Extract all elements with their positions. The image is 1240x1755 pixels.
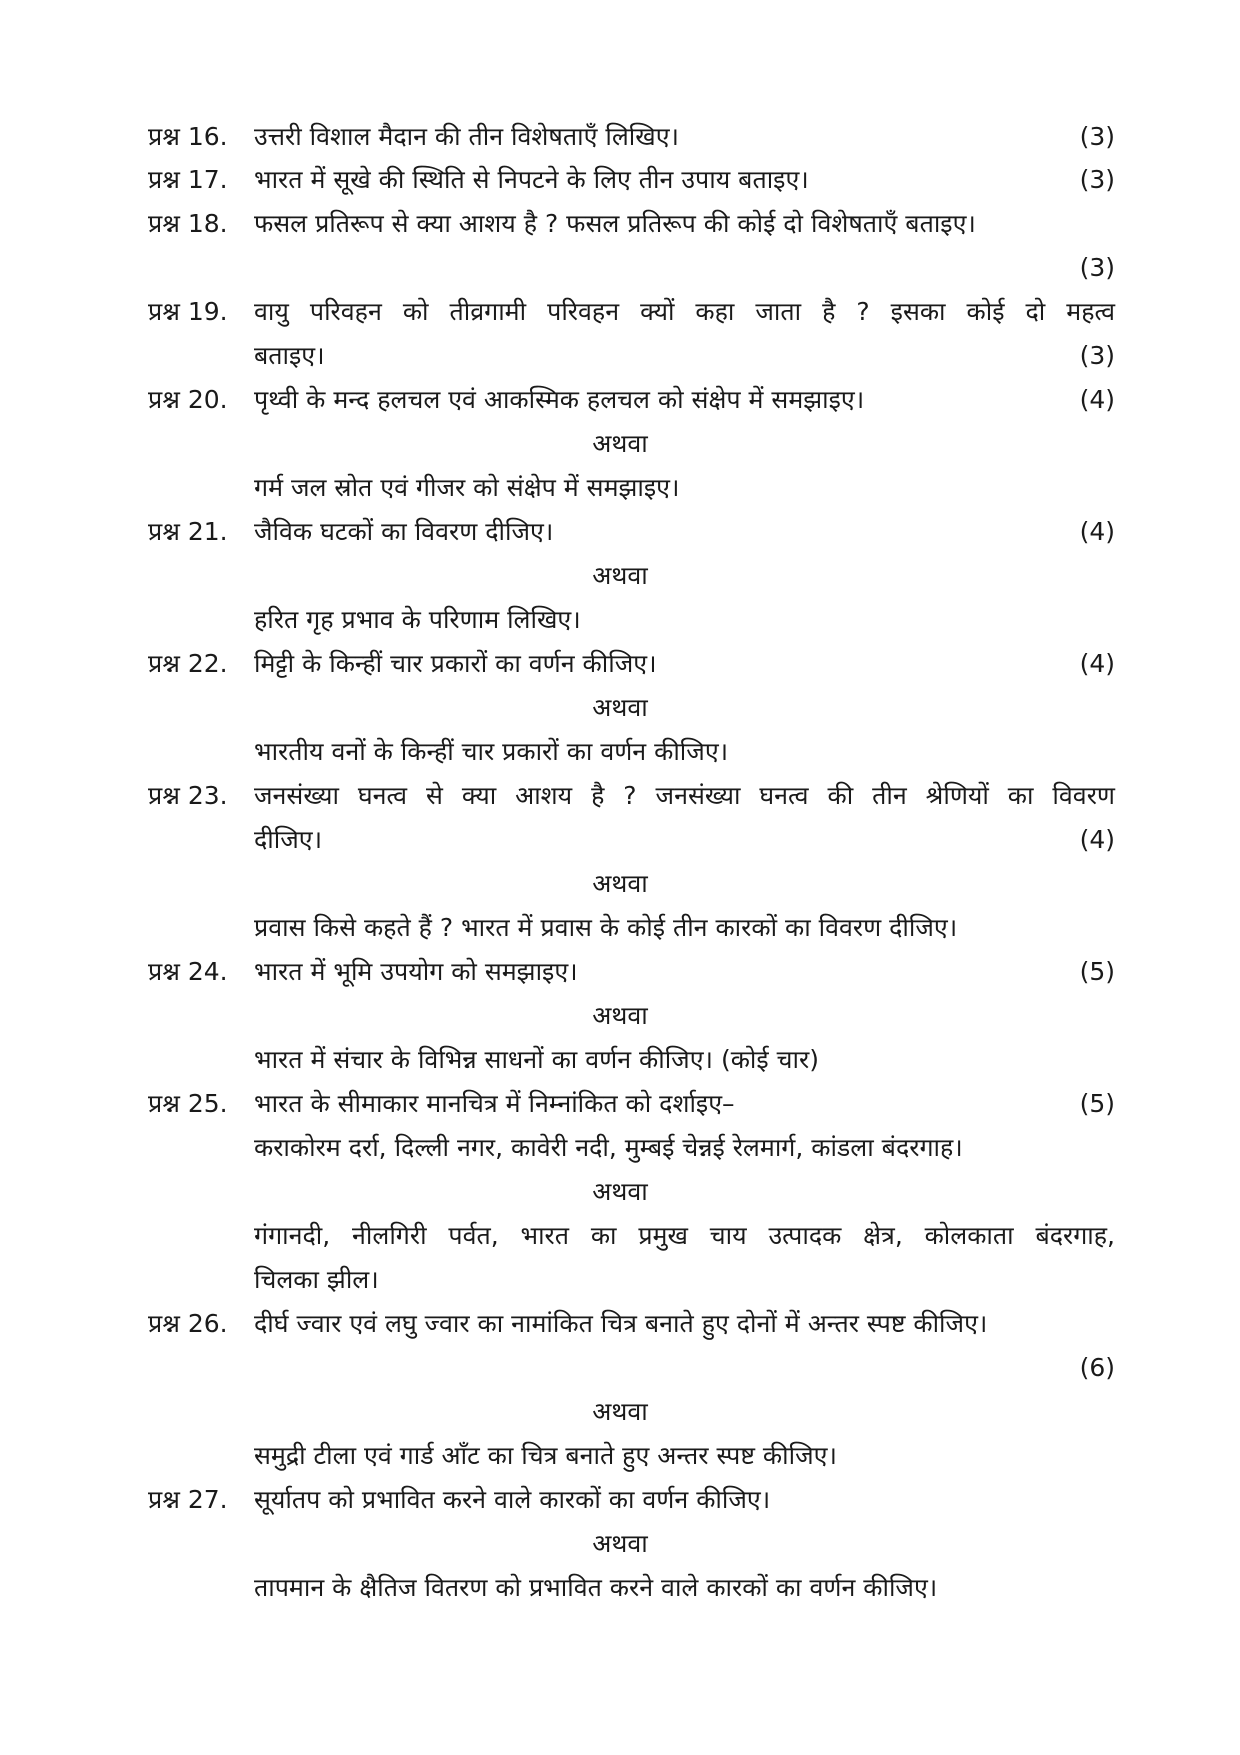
question-number: प्रश्न 24. [148, 957, 228, 986]
question-marks: (4) [1079, 825, 1115, 854]
or-label: अथवा [592, 869, 648, 898]
question-number: प्रश्न 21. [148, 517, 228, 546]
question-18 [148, 202, 1115, 246]
question-text: मिट्टी के किन्हीं चार प्रकारों का वर्णन कीजिए। [254, 649, 657, 678]
question-26 [148, 1302, 1115, 1346]
question-23 [148, 774, 1115, 818]
question-text-cont: दीजिए। [254, 825, 323, 854]
or-label: अथवा [592, 1001, 648, 1030]
question-number: प्रश्न 25. [148, 1089, 228, 1118]
question-number: प्रश्न 17. [148, 165, 228, 194]
question-text: जैविक घटकों का विवरण दीजिए। [254, 517, 554, 546]
question-marks: (5) [1079, 1089, 1115, 1118]
alternative-question: भारत में संचार के विभिन्न साधनों का वर्णन कीजिए। (कोई चार) [254, 1045, 819, 1074]
or-label: अथवा [592, 561, 648, 590]
question-text: भारत में भूमि उपयोग को समझाइए। [254, 957, 578, 986]
question-marks: (6) [1079, 1353, 1115, 1382]
question-23-cont [254, 818, 1115, 862]
question-number: प्रश्न 22. [148, 649, 228, 678]
alternative-question: हरित गृह प्रभाव के परिणाम लिखिए। [254, 605, 581, 634]
or-label: अथवा [592, 1177, 648, 1206]
alternative-question [254, 1214, 1115, 1258]
question-21 [148, 510, 1115, 554]
question-marks: (4) [1079, 649, 1115, 678]
alternative-question: तापमान के क्षैतिज वितरण को प्रभावित करने वाले कारकों का वर्णन कीजिए। [254, 1573, 938, 1602]
or-label: अथवा [592, 1529, 648, 1558]
alternative-question: भारतीय वनों के किन्हीं चार प्रकारों का वर्णन कीजिए। [254, 737, 729, 766]
alternative-question: समुद्री टीला एवं गार्ड आँट का चित्र बनाते हुए अन्तर स्पष्ट कीजिए। [254, 1441, 837, 1470]
question-marks: (3) [1079, 165, 1115, 194]
question-19 [148, 290, 1115, 334]
question-number: प्रश्न 20. [148, 385, 228, 414]
question-text-cont: बताइए। [254, 341, 325, 370]
question-text: वायु परिवहन को तीव्रगामी परिवहन क्यों कहा जाता है ? इसका कोई दो महत्व [254, 297, 1115, 326]
question-17 [148, 158, 1115, 202]
question-text: उत्तरी विशाल मैदान की तीन विशेषताएँ लिखिए। [254, 122, 680, 151]
question-text: पृथ्वी के मन्द हलचल एवं आकस्मिक हलचल को संक्षेप में समझाइए। [254, 385, 865, 414]
question-text: दीर्घ ज्वार एवं लघु ज्वार का नामांकित चित्र बनाते हुए दोनों में अन्तर स्पष्ट कीजिए। [254, 1309, 988, 1338]
question-marks: (3) [1079, 341, 1115, 370]
question-18-marks-line [148, 246, 1115, 290]
question-text: जनसंख्या घनत्व से क्या आशय है ? जनसंख्या घनत्व की तीन श्रेणियों का विवरण [254, 781, 1115, 810]
alternative-question: प्रवास किसे कहते हैं ? भारत में प्रवास के कोई तीन कारकों का विवरण दीजिए। [254, 913, 958, 942]
question-16 [148, 115, 1115, 159]
question-number: प्रश्न 27. [148, 1485, 228, 1514]
alternative-text: गंगानदी, नीलगिरी पर्वत, भारत का प्रमुख चाय उत्पादक क्षेत्र, कोलकाता बंदरगाह, [254, 1221, 1115, 1250]
alternative-question-cont: चिलका झील। [254, 1265, 379, 1294]
question-text: फसल प्रतिरूप से क्या आशय है ? फसल प्रतिरूप की कोई दो विशेषताएँ बताइए। [254, 209, 976, 238]
question-25-items: कराकोरम दर्रा, दिल्ली नगर, कावेरी नदी, मुम्बई चेन्नई रेलमार्ग, कांडला बंदरगाह। [254, 1133, 963, 1162]
question-marks: (3) [1079, 253, 1115, 282]
question-number: प्रश्न 18. [148, 209, 228, 238]
or-label: अथवा [592, 1397, 648, 1426]
question-22 [148, 642, 1115, 686]
or-label: अथवा [592, 429, 648, 458]
question-marks: (4) [1079, 517, 1115, 546]
question-number: प्रश्न 19. [148, 297, 228, 326]
question-27 [148, 1478, 1115, 1522]
alternative-question: गर्म जल स्रोत एवं गीजर को संक्षेप में समझाइए। [254, 473, 680, 502]
or-label: अथवा [592, 693, 648, 722]
question-number: प्रश्न 26. [148, 1309, 228, 1338]
question-24 [148, 950, 1115, 994]
question-marks: (4) [1079, 385, 1115, 414]
question-26-marks-line [148, 1346, 1115, 1390]
question-text: भारत के सीमाकार मानचित्र में निम्नांकित को दर्शाइए– [254, 1089, 735, 1118]
question-19-cont [254, 334, 1115, 378]
question-text: भारत में सूखे की स्थिति से निपटने के लिए तीन उपाय बताइए। [254, 165, 809, 194]
question-25 [148, 1082, 1115, 1126]
question-number: प्रश्न 16. [148, 122, 228, 151]
question-marks: (5) [1079, 957, 1115, 986]
question-number: प्रश्न 23. [148, 781, 228, 810]
question-marks: (3) [1079, 122, 1115, 151]
question-text: सूर्यातप को प्रभावित करने वाले कारकों का वर्णन कीजिए। [254, 1485, 771, 1514]
question-20 [148, 378, 1115, 422]
